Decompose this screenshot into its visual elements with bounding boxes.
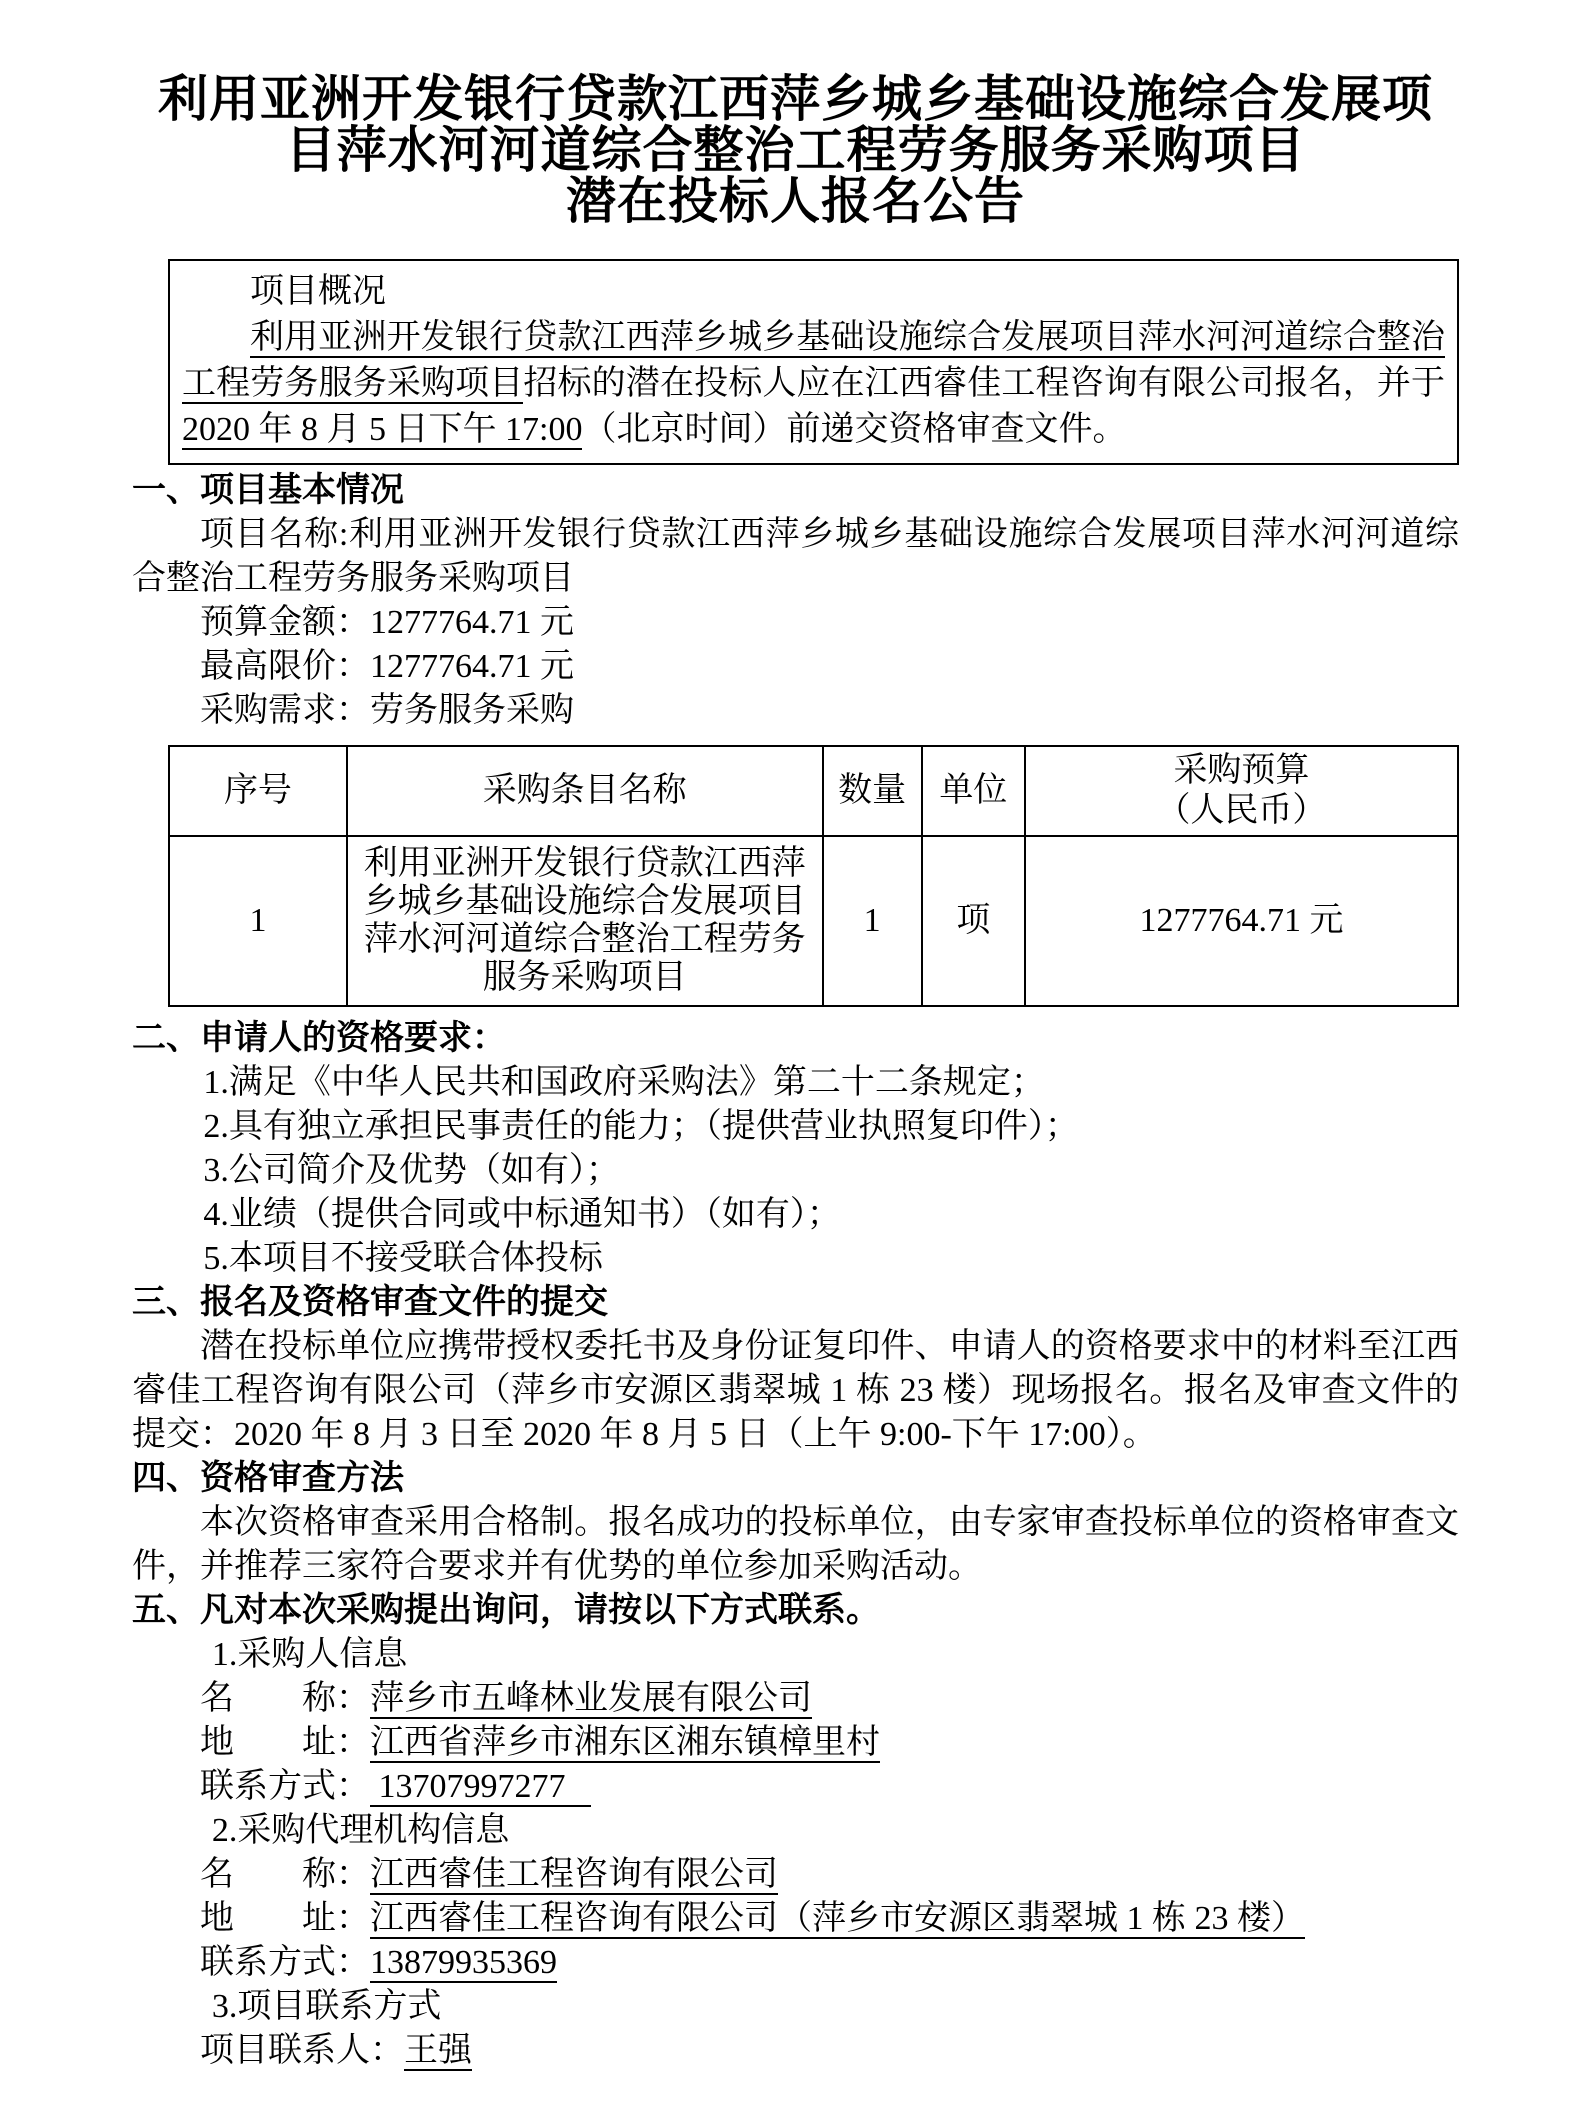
project-contact-line: [132, 2029, 1459, 2073]
purchaser-address-line: [132, 1721, 1459, 1765]
document-title-line-3: 潜在投标人报名公告: [566, 173, 1025, 229]
purchaser-info-subheading: 1.采购人信息: [211, 1636, 408, 1673]
document-title: [132, 71, 1459, 229]
purchaser-name-line: [132, 1677, 1459, 1721]
section3-heading: 三、报名及资格审查文件的提交: [132, 1284, 608, 1321]
overview-heading: 项目概况: [250, 273, 386, 310]
agency-name-line: [132, 1853, 1459, 1897]
header-unit: 单位: [922, 746, 1025, 836]
project-contact-subheading: 3.项目联系方式: [211, 1988, 442, 2025]
purchaser-phone-label: 联系方式：: [200, 1768, 370, 1805]
header-quantity: 数量: [823, 746, 922, 836]
section5-heading: 五、凡对本次采购提出询问，请按以下方式联系。: [132, 1592, 880, 1629]
purchaser-name-value: 萍乡市五峰林业发展有限公司: [370, 1680, 812, 1717]
document-title-line-2: 目萍水河河道综合整治工程劳务服务采购项目: [285, 122, 1306, 178]
purchaser-phone-line: [132, 1765, 1459, 1809]
agency-address-value: 江西睿佳工程咨询有限公司（萍乡市安源区翡翠城 1 栋 23 楼）: [370, 1900, 1305, 1937]
project-overview-box: [168, 259, 1459, 465]
header-budget: [1025, 746, 1458, 836]
agency-name-value: 江西睿佳工程咨询有限公司: [370, 1856, 778, 1893]
purchaser-address-label: 地 址：: [200, 1724, 370, 1761]
cell-quantity: 1: [823, 836, 922, 1006]
document-title-line-1: 利用亚洲开发银行贷款江西萍乡城乡基础设施综合发展项: [158, 71, 1433, 127]
header-budget-line-1: 采购预算: [1173, 752, 1310, 789]
overview-deadline: 2020 年 8 月 5 日下午 17:00: [182, 411, 583, 448]
budget-amount-line: 预算金额：1277764.71 元: [200, 604, 574, 641]
cell-index: 1: [169, 836, 347, 1006]
cell-budget: 1277764.71 元: [1025, 836, 1458, 1006]
agency-address-label: 地 址：: [200, 1900, 370, 1937]
project-contact-label: 项目联系人：: [200, 2032, 404, 2069]
qualification-item-1: 1.满足《中华人民共和国政府采购法》第二十二条规定；: [203, 1064, 1045, 1101]
procurement-items-table: [168, 745, 1459, 1007]
header-item-name: 采购条目名称: [347, 746, 823, 836]
overview-project-name: 利用亚洲开发银行贷款江西萍乡城乡基础设施综合发展项目萍水河河道综合整治工程劳务服务采购项目: [182, 319, 1445, 402]
table-header-row: [169, 746, 1458, 836]
section3-paragraph: 潜在投标单位应携带授权委托书及身份证复印件、申请人的资格要求中的材料至江西睿佳工程咨询有限公司（萍乡市安源区翡翠城 1 栋 23 楼）现场报名。报名及审查文件的提交：2020 年 8 月 3 日至 2020 年 8 月 5 日（上午 9:00-下午 17:00）。: [132, 1328, 1459, 1453]
purchaser-phone-value: 13707997277: [370, 1768, 591, 1805]
section1-heading: 一、项目基本情况: [132, 472, 404, 509]
section4-paragraph: 本次资格审查采用合格制。报名成功的投标单位，由专家审查投标单位的资格审查文件，并推荐三家符合要求并有优势的单位参加采购活动。: [132, 1504, 1459, 1585]
purchaser-name-label: 名 称：: [200, 1680, 370, 1717]
qualification-item-3: 3.公司简介及优势（如有）；: [203, 1152, 620, 1189]
overview-tail-text: （北京时间）前递交资格审查文件。: [582, 411, 1127, 448]
agency-phone-line: [132, 1941, 1459, 1985]
agency-phone-label: 联系方式：: [200, 1944, 370, 1981]
overview-middle-text: 招标的潜在投标人应在江西睿佳工程咨询有限公司报名，并于: [523, 365, 1445, 402]
header-index: 序号: [169, 746, 347, 836]
section4-heading: 四、资格审查方法: [132, 1460, 404, 1497]
header-budget-line-2: （人民币）: [1156, 792, 1327, 829]
agency-address-line: [132, 1897, 1459, 1941]
qualification-item-2: 2.具有独立承担民事责任的能力；（提供营业执照复印件）；: [203, 1108, 1079, 1145]
agency-name-label: 名 称：: [200, 1856, 370, 1893]
project-contact-value: 王强: [404, 2032, 472, 2069]
procurement-demand-line: 采购需求：劳务服务采购: [200, 692, 574, 729]
qualification-item-4: 4.业绩（提供合同或中标通知书）（如有）；: [203, 1196, 841, 1233]
section2-heading: 二、申请人的资格要求：: [132, 1020, 506, 1057]
agency-info-subheading: 2.采购代理机构信息: [211, 1812, 510, 1849]
max-price-line: 最高限价：1277764.71 元: [200, 648, 574, 685]
purchaser-address-value: 江西省萍乡市湘东区湘东镇樟里村: [370, 1724, 880, 1761]
table-row: [169, 836, 1458, 1006]
qualification-item-5: 5.本项目不接受联合体投标: [203, 1240, 603, 1277]
project-name-line: 项目名称:利用亚洲开发银行贷款江西萍乡城乡基础设施综合发展项目萍水河河道综合整治工程劳务服务采购项目: [132, 516, 1459, 597]
cell-unit: 项: [922, 836, 1025, 1006]
overview-paragraph: [182, 315, 1445, 453]
agency-phone-value: 13879935369: [370, 1944, 557, 1981]
cell-item-name: 利用亚洲开发银行贷款江西萍乡城乡基础设施综合发展项目萍水河河道综合整治工程劳务服务采购项目: [347, 836, 823, 1006]
